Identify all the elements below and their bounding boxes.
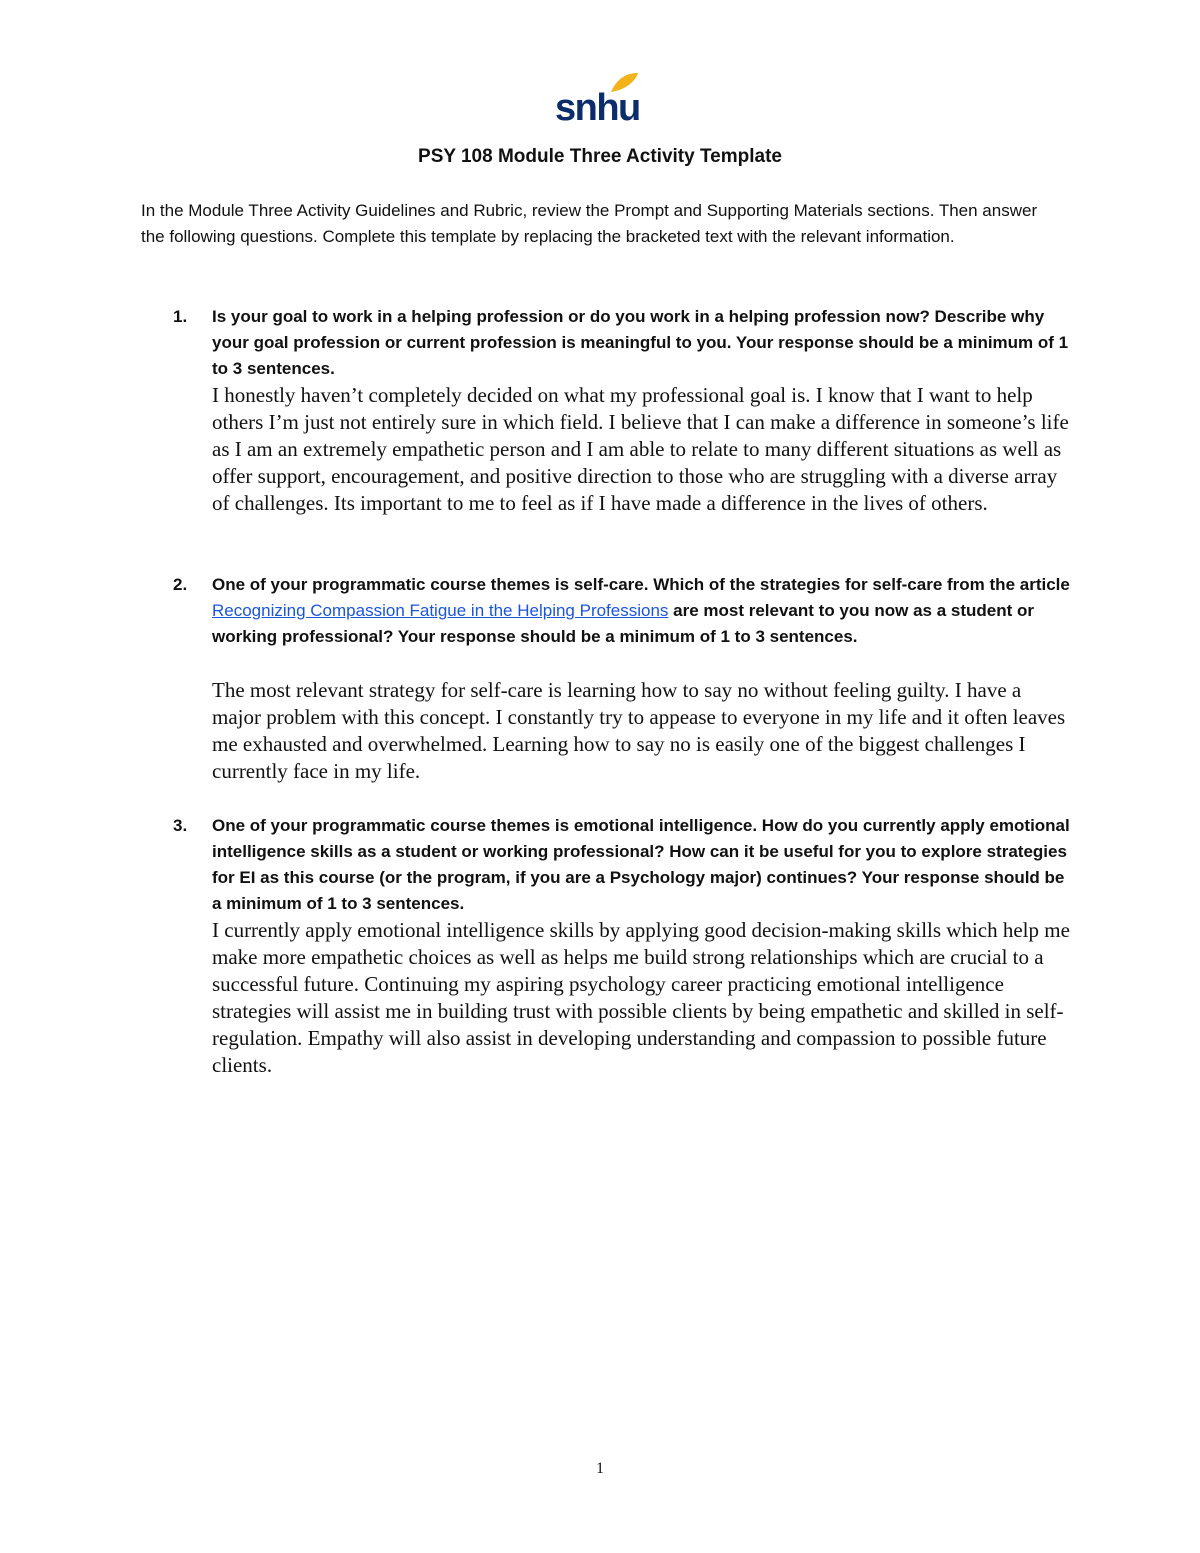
- prompt-emphasis: goal profession or current profession: [253, 333, 557, 352]
- question-number: 1.: [173, 307, 188, 326]
- prompt-text: as a student or working professional? How can it be useful for you to explore strategies for EI as this course (or the program, if you are a Psychology major) continues? Your response should be a minimum of 1 to 3 sentences.: [212, 842, 1067, 913]
- question-prompt: [212, 572, 1072, 650]
- question-prompt: [212, 304, 1072, 382]
- question-number: 3.: [173, 816, 188, 835]
- snhu-logo: [555, 72, 639, 132]
- prompt-text: One of your programmatic course themes is emotional intelligence. How do you currently apply: [212, 816, 990, 835]
- article-link[interactable]: Recognizing Compassion Fatigue in the Helping Professions: [212, 601, 669, 620]
- question-number: 2.: [173, 575, 188, 594]
- prompt-text: is meaningful to you. Your response should be a minimum of 1 to 3 sentences.: [212, 333, 1069, 378]
- prompt-emphasis: strategies for self-care: [759, 575, 943, 594]
- prompt-text: Is your goal to work in a helping profession or do you work in a helping profession now? Describe why your: [212, 307, 1045, 352]
- prompt-text: are most relevant to you now as a student or working professional? Your response should be a minimum of 1 to 3 sentences.: [212, 601, 1035, 646]
- answer-text: The most relevant strategy for self-care is learning how to say no without feeling guilty. I have a major problem with this concept. I constantly try to appease to everyone in my life and it often leaves me exhausted and overwhelmed. Learning how to say no is easily one of the biggest challenges I currently face in my life.: [212, 678, 1066, 783]
- prompt-text: One of your programmatic course themes is self-care. Which of the: [212, 575, 760, 594]
- prompt-emphasis: emotional intelligence skills: [212, 816, 1070, 861]
- question-prompt: [212, 813, 1072, 917]
- page-number: 1: [596, 1460, 604, 1477]
- answer-text: I currently apply emotional intelligence skills by applying good decision-making skills which help me make more empathetic choices as well as helps me build strong relationships which are crucial to a successful future. Continuing my aspiring psychology career practicing emotional intelligence strategies will assist me in building trust with possible clients by being empathetic and skilled in self-regulation. Empathy will also assist in developing understanding and compassion to possible future clients.: [212, 918, 1070, 1077]
- prompt-text: from the article: [942, 575, 1070, 594]
- answer-text: I honestly haven’t completely decided on what my professional goal is. I know that I want to help others I’m just not entirely sure in which field. I believe that I can make a difference in someone’s life as I am an extremely empathetic person and I am able to relate to many different situations as well as offer support, encouragement, and positive direction to those who are struggling with a diverse array of challenges. Its important to me to feel as if I have made a difference in the lives of others.: [212, 383, 1069, 515]
- logo-wordmark: snhu: [555, 87, 640, 129]
- intro-paragraph: In the Module Three Activity Guidelines and Rubric, review the Prompt and Supporting Materials sections. Then answer the following questions. Complete this template by replacing the bracketed text with the relevant information.: [141, 201, 1038, 246]
- document-title: PSY 108 Module Three Activity Template: [418, 146, 782, 167]
